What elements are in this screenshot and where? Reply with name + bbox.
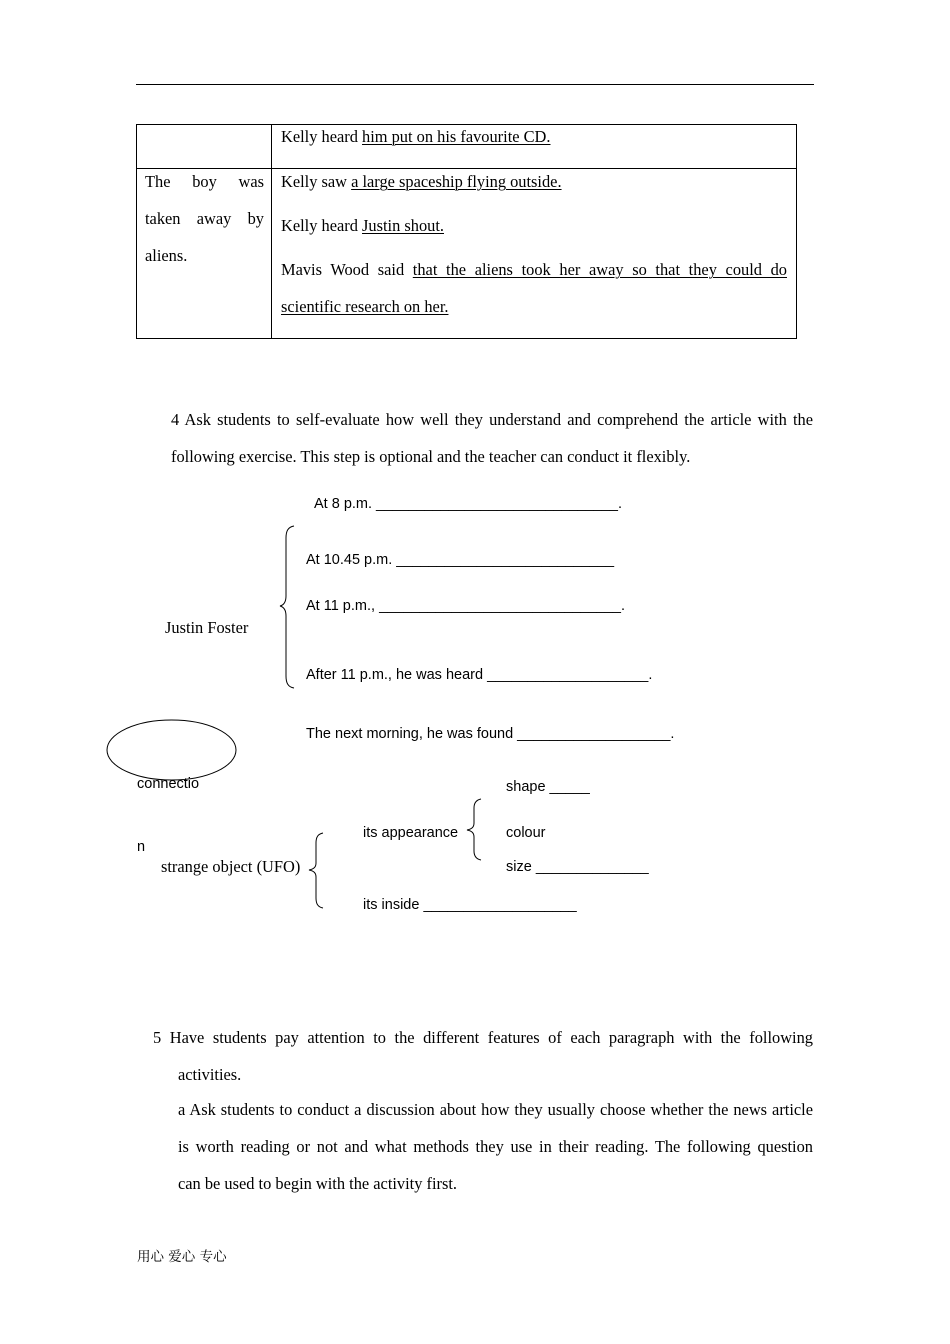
evidence-underlined: Justin shout. [362,216,444,235]
object-inside: its inside ___________________ [363,897,577,913]
evidence-underlined: a large spaceship flying outside. [351,172,562,191]
step-5-line: 5 Have students pay attention to the different features of each paragraph with the following [153,1028,813,1047]
evidence-lead: Kelly saw [281,172,352,191]
header-rule [136,84,814,85]
step-4-line: following exercise. This step is optional and the teacher can conduct it flexibly. [171,447,691,466]
event-at-1045pm: At 10.45 p.m. ___________________________ [306,552,615,568]
event-at-11pm: At 11 p.m., ______________________________. [306,598,626,614]
table-row-1-claim-cell [137,125,272,169]
evidence-line [281,258,787,282]
step-5a-line: is worth reading or not and what methods they use in their reading. The following question [178,1137,813,1156]
evidence-item [281,170,787,214]
evidence-item [281,125,787,169]
claim-line: The boy was [145,172,264,191]
claim-line: aliens. [145,246,188,265]
evidence-underlined: that the aliens took her away so that they could do [412,260,787,279]
strange-object-label: strange object (UFO) [161,857,301,876]
connection-label-line: n [137,839,146,855]
evidence-item [281,258,787,339]
evidence-underlined: him put on his favourite CD. [362,127,551,146]
evidence-line [281,295,787,319]
connection-label-line: connectio [137,776,200,792]
step-5-instruction [153,1019,813,1093]
event-at-8pm: At 8 p.m. ______________________________. [314,496,623,512]
evidence-line [281,170,787,194]
evidence-table [136,124,797,339]
step-5a-instruction [178,1091,813,1202]
justin-foster-brace [280,526,294,688]
strange-object-brace [309,833,323,908]
step-4-instruction [171,401,813,475]
table-row-2-claim-cell [137,169,272,339]
step-5a-line: can be used to begin with the activity first. [178,1174,458,1193]
evidence-line [281,125,787,149]
appearance-colour: colour [506,825,546,841]
table-row-1-evidence-cell [272,125,797,169]
evidence-lead: Kelly heard [281,216,363,235]
evidence-lead: Mavis Wood said [281,260,413,279]
event-next-morning: The next morning, he was found ___________________. [306,726,675,742]
appearance-brace [467,799,481,860]
event-after-11pm: After 11 p.m., he was heard ____________________. [306,667,653,683]
page-footer: 用心 爱心 专心 [137,1249,227,1265]
evidence-underlined: scientific research on her. [281,297,449,316]
evidence-line [281,214,787,238]
evidence-item [281,214,787,258]
evidence-lead: Kelly heard [281,127,363,146]
justin-foster-label: Justin Foster [165,618,249,637]
step-5a-line: a Ask students to conduct a discussion about how they usually choose whether the news article [178,1100,813,1119]
step-5-line: activities. [178,1065,242,1084]
step-4-line: 4 Ask students to self-evaluate how well they understand and comprehend the article with the [171,410,813,429]
table-row-2-evidence-cell [272,169,797,339]
appearance-shape: shape _____ [506,779,590,795]
appearance-size: size ______________ [506,859,649,875]
claim-line: taken away by [145,209,264,228]
appearance-label: its appearance [363,825,459,841]
